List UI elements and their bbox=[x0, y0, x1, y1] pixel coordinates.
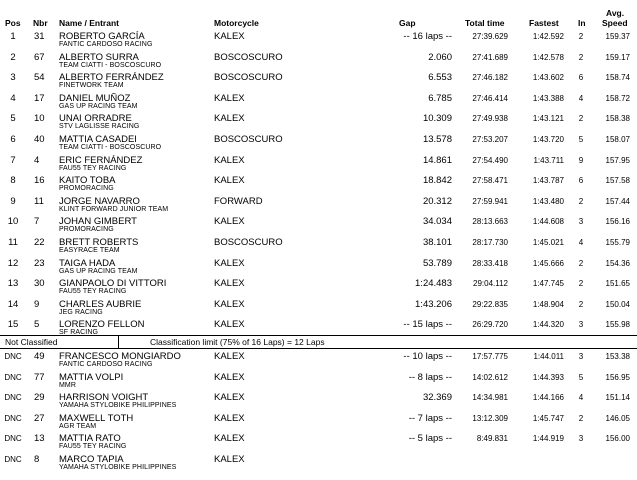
pos-cell: 15 bbox=[7, 319, 19, 331]
fastest-lap-cell: 1:43.787 bbox=[532, 176, 564, 186]
table-row bbox=[0, 30, 637, 50]
fastest-in-cell: 6 bbox=[578, 73, 584, 83]
table-row bbox=[0, 174, 637, 194]
header-pos: Pos bbox=[5, 18, 21, 28]
avg-speed-cell: 150.04 bbox=[605, 299, 630, 309]
header-name: Name / Entrant bbox=[59, 18, 119, 28]
avg-speed-cell: 159.37 bbox=[605, 32, 630, 41]
rider-name: FRANCESCO MONGIARDO bbox=[59, 351, 181, 362]
avg-speed-cell: 156.95 bbox=[605, 372, 630, 382]
fastest-lap-cell: 1:44.608 bbox=[532, 217, 564, 227]
total-time-cell: 14:02.612 bbox=[472, 372, 508, 382]
rider-name: UNAI ORRADRE bbox=[59, 113, 132, 125]
total-time-cell: 13:12.309 bbox=[472, 413, 508, 423]
table-row bbox=[0, 298, 637, 318]
gap-cell: -- 5 laps -- bbox=[408, 433, 452, 445]
avg-speed-cell: 158.72 bbox=[605, 93, 630, 103]
fastest-in-cell: 4 bbox=[578, 238, 584, 247]
table-row bbox=[0, 112, 637, 132]
avg-speed-cell: 155.98 bbox=[605, 320, 630, 330]
fastest-in-cell: 3 bbox=[578, 320, 584, 330]
gap-cell: 20.312 bbox=[422, 195, 452, 207]
fastest-lap-cell: 1:45.666 bbox=[532, 258, 564, 268]
fastest-lap-cell: 1:44.011 bbox=[533, 352, 564, 361]
fastest-in-cell: 4 bbox=[578, 93, 584, 103]
avg-speed-cell: 146.05 bbox=[605, 413, 630, 423]
not-classified-bar bbox=[0, 335, 637, 349]
team-name: FANTIC CARDOSO RACING bbox=[59, 41, 153, 48]
team-name: FAU55 TEY RACING bbox=[59, 164, 127, 172]
total-time-cell: 27:58.471 bbox=[472, 176, 508, 186]
fastest-lap-cell: 1:43.711 bbox=[533, 155, 564, 165]
team-name: GAS UP RACING TEAM bbox=[59, 267, 138, 275]
header-in: In bbox=[578, 18, 586, 28]
number-cell: 29 bbox=[34, 392, 45, 404]
team-name: FINETWORK TEAM bbox=[59, 82, 124, 90]
fastest-lap-cell: 1:43.720 bbox=[532, 135, 564, 144]
number-cell: 13 bbox=[34, 433, 45, 445]
gap-cell: 38.101 bbox=[422, 237, 452, 248]
number-cell: 54 bbox=[34, 72, 45, 84]
fastest-in-cell: 5 bbox=[578, 135, 584, 144]
pos-cell: 3 bbox=[10, 72, 16, 84]
gap-cell: -- 15 laps -- bbox=[403, 319, 452, 331]
team-name: YAMAHA STYLOBIKE PHILIPPINES bbox=[59, 402, 177, 410]
rider-name: GIANPAOLO DI VITTORI bbox=[59, 278, 167, 290]
avg-speed-cell: 157.44 bbox=[605, 196, 630, 206]
avg-speed-cell: 157.95 bbox=[605, 155, 630, 165]
total-time-cell: 29:04.112 bbox=[473, 279, 508, 289]
pos-cell: 2 bbox=[10, 51, 16, 63]
total-time-cell: 27:53.207 bbox=[472, 135, 508, 144]
fastest-lap-cell: 1:44.919 bbox=[532, 434, 564, 444]
avg-speed-cell: 157.58 bbox=[605, 176, 630, 186]
fastest-in-cell: 9 bbox=[578, 155, 584, 165]
table-row bbox=[0, 71, 637, 91]
gap-cell: 14.861 bbox=[422, 154, 452, 166]
gap-cell: 6.785 bbox=[428, 92, 452, 104]
rider-name: ROBERTO GARCÍA bbox=[59, 31, 145, 42]
team-name: TEAM CIATTI - BOSCOSCURO bbox=[59, 144, 162, 151]
header-gap: Gap bbox=[399, 18, 416, 28]
fastest-in-cell: 6 bbox=[578, 176, 584, 186]
fastest-lap-cell: 1:42.592 bbox=[532, 32, 564, 41]
number-cell: 67 bbox=[34, 51, 45, 63]
gap-cell: 34.034 bbox=[422, 216, 452, 228]
team-name: FAU55 TEY RACING bbox=[59, 443, 127, 451]
pos-cell: 1 bbox=[10, 31, 16, 42]
table-row bbox=[0, 412, 637, 432]
total-time-cell: 28:33.418 bbox=[472, 258, 508, 268]
fastest-lap-cell: 1:45.021 bbox=[532, 238, 564, 247]
motorcycle-cell: KALEX bbox=[214, 113, 245, 125]
gap-cell: 53.789 bbox=[422, 257, 452, 269]
number-cell: 8 bbox=[34, 454, 40, 465]
motorcycle-cell: KALEX bbox=[214, 257, 245, 269]
rider-name: JORGE NAVARRO bbox=[59, 195, 140, 207]
fastest-in-cell: 2 bbox=[578, 32, 584, 41]
rider-name: JOHAN GIMBERT bbox=[59, 216, 137, 228]
header-total-time: Total time bbox=[465, 18, 505, 28]
fastest-lap-cell: 1:43.602 bbox=[532, 73, 564, 83]
avg-speed-cell: 158.38 bbox=[605, 114, 630, 124]
avg-speed-cell: 158.74 bbox=[605, 73, 630, 83]
avg-speed-cell: 153.38 bbox=[605, 352, 630, 361]
avg-speed-cell: 158.07 bbox=[605, 135, 630, 144]
fastest-lap-cell: 1:47.745 bbox=[532, 279, 564, 289]
gap-cell: 13.578 bbox=[422, 134, 452, 145]
rider-name: ALBERTO SURRA bbox=[59, 51, 139, 63]
team-name: AGR TEAM bbox=[59, 422, 97, 430]
pos-cell: 7 bbox=[10, 154, 16, 166]
pos-cell: DNC bbox=[4, 434, 22, 444]
motorcycle-cell: BOSCOSCURO bbox=[214, 72, 283, 84]
rider-name: LORENZO FELLON bbox=[59, 319, 145, 331]
fastest-in-cell: 2 bbox=[578, 299, 584, 309]
rider-name: KAITO TOBA bbox=[59, 175, 116, 187]
motorcycle-cell: FORWARD bbox=[214, 195, 263, 207]
team-name: EASYRACE TEAM bbox=[59, 247, 120, 254]
table-row bbox=[0, 453, 637, 473]
pos-cell: 6 bbox=[10, 134, 16, 145]
motorcycle-cell: KALEX bbox=[214, 351, 245, 362]
table-row bbox=[0, 432, 637, 452]
table-row bbox=[0, 257, 637, 277]
total-time-cell: 28:13.663 bbox=[472, 217, 508, 227]
rider-name: BRETT ROBERTS bbox=[59, 237, 139, 248]
number-cell: 16 bbox=[34, 175, 45, 187]
team-name: SF RACING bbox=[59, 329, 99, 337]
avg-speed-cell: 156.00 bbox=[605, 434, 630, 444]
total-time-cell: 14:34.981 bbox=[472, 393, 508, 403]
motorcycle-cell: KALEX bbox=[214, 154, 245, 166]
total-time-cell: 17:57.775 bbox=[472, 352, 508, 361]
table-row bbox=[0, 215, 637, 235]
team-name: PROMORACING bbox=[59, 226, 114, 234]
number-cell: 11 bbox=[34, 195, 44, 207]
motorcycle-cell: KALEX bbox=[214, 31, 245, 42]
fastest-lap-cell: 1:44.393 bbox=[532, 372, 564, 382]
gap-cell: 18.842 bbox=[422, 175, 452, 187]
fastest-in-cell: 2 bbox=[578, 258, 584, 268]
header-motorcycle: Motorcycle bbox=[214, 18, 259, 28]
fastest-lap-cell: 1:44.166 bbox=[532, 393, 564, 403]
header-nbr: Nbr bbox=[33, 18, 48, 28]
header-avg: Avg. bbox=[606, 8, 625, 18]
gap-cell: -- 8 laps -- bbox=[408, 371, 452, 383]
total-time-cell: 27:39.629 bbox=[472, 32, 508, 41]
pos-cell: 14 bbox=[7, 298, 19, 310]
number-cell: 49 bbox=[34, 351, 45, 362]
number-cell: 22 bbox=[34, 237, 45, 248]
pos-cell: DNC bbox=[4, 393, 22, 403]
motorcycle-cell: BOSCOSCURO bbox=[214, 134, 283, 145]
number-cell: 17 bbox=[34, 92, 45, 104]
total-time-cell: 8:49.831 bbox=[476, 434, 508, 444]
team-name: PROMORACING bbox=[59, 185, 114, 193]
number-cell: 40 bbox=[34, 134, 45, 145]
total-time-cell: 27:46.414 bbox=[472, 93, 508, 103]
team-name: FAU55 TEY RACING bbox=[59, 288, 127, 296]
fastest-lap-cell: 1:43.388 bbox=[532, 93, 564, 103]
fastest-in-cell: 2 bbox=[578, 279, 584, 289]
gap-cell: 1:43.206 bbox=[415, 298, 452, 310]
number-cell: 4 bbox=[34, 154, 40, 166]
fastest-in-cell: 3 bbox=[578, 434, 584, 444]
motorcycle-cell: KALEX bbox=[214, 412, 245, 424]
rider-name: MATTIA RATO bbox=[59, 433, 121, 445]
total-time-cell: 27:54.490 bbox=[472, 155, 508, 165]
pos-cell: DNC bbox=[4, 372, 22, 382]
pos-cell: DNC bbox=[4, 352, 22, 361]
motorcycle-cell: KALEX bbox=[214, 371, 245, 383]
motorcycle-cell: KALEX bbox=[214, 319, 245, 331]
not-classified-label: Not Classified bbox=[5, 337, 58, 347]
team-name: KLINT FORWARD JUNIOR TEAM bbox=[59, 205, 169, 213]
motorcycle-cell: BOSCOSCURO bbox=[214, 237, 283, 248]
table-row bbox=[0, 371, 637, 391]
number-cell: 23 bbox=[34, 257, 45, 269]
motorcycle-cell: KALEX bbox=[214, 433, 245, 445]
motorcycle-cell: KALEX bbox=[214, 298, 245, 310]
fastest-in-cell: 4 bbox=[578, 393, 584, 403]
table-row bbox=[0, 92, 637, 112]
motorcycle-cell: KALEX bbox=[214, 216, 245, 228]
number-cell: 9 bbox=[34, 298, 40, 310]
fastest-lap-cell: 1:45.747 bbox=[532, 413, 564, 423]
rider-name: CHARLES AUBRIE bbox=[59, 298, 142, 310]
fastest-lap-cell: 1:42.578 bbox=[532, 52, 564, 62]
fastest-in-cell: 2 bbox=[578, 196, 584, 206]
team-name: STV LAGLISSE RACING bbox=[59, 123, 140, 131]
gap-cell: -- 10 laps -- bbox=[403, 351, 452, 362]
gap-cell: 1:24.483 bbox=[415, 278, 452, 290]
motorcycle-cell: KALEX bbox=[214, 175, 245, 187]
motorcycle-cell: KALEX bbox=[214, 392, 245, 404]
pos-cell: DNC bbox=[4, 413, 22, 423]
total-time-cell: 28:17.730 bbox=[472, 238, 508, 247]
fastest-in-cell: 3 bbox=[578, 217, 584, 227]
rider-name: ERIC FERNÁNDEZ bbox=[59, 154, 143, 166]
pos-cell: 9 bbox=[10, 195, 16, 207]
team-name: JEG RACING bbox=[59, 308, 103, 316]
header-fastest: Fastest bbox=[529, 18, 559, 28]
number-cell: 31 bbox=[34, 31, 45, 42]
table-row bbox=[0, 195, 637, 215]
total-time-cell: 26:29.720 bbox=[472, 320, 508, 330]
number-cell: 27 bbox=[34, 412, 45, 424]
header-speed: Speed bbox=[602, 18, 628, 28]
number-cell: 10 bbox=[34, 113, 45, 125]
fastest-in-cell: 2 bbox=[578, 413, 584, 423]
avg-speed-cell: 159.17 bbox=[605, 52, 630, 62]
rider-name: MARCO TAPIA bbox=[59, 454, 124, 465]
classification-limit: Classification limit (75% of 16 Laps) = 12 Laps bbox=[150, 337, 325, 347]
total-time-cell: 27:49.938 bbox=[472, 114, 508, 124]
team-name: TEAM CIATTI - BOSCOSCURO bbox=[59, 61, 162, 69]
number-cell: 7 bbox=[34, 216, 40, 228]
gap-cell: 6.553 bbox=[428, 72, 452, 84]
pos-cell: 4 bbox=[10, 92, 16, 104]
avg-speed-cell: 156.16 bbox=[605, 217, 630, 227]
fastest-lap-cell: 1:43.480 bbox=[532, 196, 564, 206]
gap-cell: 32.369 bbox=[422, 392, 452, 404]
pos-cell: 10 bbox=[7, 216, 19, 228]
table-row bbox=[0, 350, 637, 370]
pos-cell: 13 bbox=[7, 278, 19, 290]
table-row bbox=[0, 391, 637, 411]
table-row bbox=[0, 133, 637, 153]
fastest-in-cell: 3 bbox=[578, 352, 584, 361]
pos-cell: 11 bbox=[8, 237, 18, 248]
motorcycle-cell: KALEX bbox=[214, 92, 245, 104]
gap-cell: 2.060 bbox=[428, 51, 452, 63]
table-row bbox=[0, 236, 637, 256]
total-time-cell: 27:46.182 bbox=[472, 73, 508, 83]
not-classified-divider bbox=[118, 336, 119, 348]
rider-name: MAXWELL TOTH bbox=[59, 412, 134, 424]
motorcycle-cell: BOSCOSCURO bbox=[214, 51, 283, 63]
pos-cell: 8 bbox=[10, 175, 16, 187]
total-time-cell: 27:59.941 bbox=[472, 196, 508, 206]
motorcycle-cell: KALEX bbox=[214, 278, 245, 290]
number-cell: 5 bbox=[34, 319, 40, 331]
fastest-lap-cell: 1:44.320 bbox=[532, 320, 564, 330]
rider-name: HARRISON VOIGHT bbox=[59, 392, 149, 404]
pos-cell: 12 bbox=[7, 257, 19, 269]
fastest-in-cell: 2 bbox=[578, 114, 584, 124]
fastest-in-cell: 5 bbox=[578, 372, 584, 382]
rider-name: ALBERTO FERRÁNDEZ bbox=[59, 72, 164, 84]
fastest-lap-cell: 1:48.904 bbox=[532, 299, 564, 309]
rider-name: MATTIA CASADEI bbox=[59, 134, 137, 145]
table-row bbox=[0, 154, 637, 174]
pos-cell: 5 bbox=[10, 113, 16, 125]
table-row bbox=[0, 277, 637, 297]
rider-name: DANIEL MUÑOZ bbox=[59, 92, 131, 104]
team-name: MMR bbox=[59, 381, 77, 389]
gap-cell: -- 16 laps -- bbox=[403, 31, 452, 42]
avg-speed-cell: 151.14 bbox=[605, 393, 630, 403]
gap-cell: 10.309 bbox=[422, 113, 452, 125]
team-name: YAMAHA STYLOBIKE PHILIPPINES bbox=[59, 464, 177, 471]
avg-speed-cell: 155.79 bbox=[605, 238, 630, 247]
fastest-in-cell: 2 bbox=[578, 52, 584, 62]
number-cell: 77 bbox=[34, 371, 45, 383]
motorcycle-cell: KALEX bbox=[214, 454, 245, 465]
avg-speed-cell: 154.36 bbox=[605, 258, 630, 268]
team-name: GAS UP RACING TEAM bbox=[59, 102, 138, 110]
fastest-lap-cell: 1:43.121 bbox=[532, 114, 564, 124]
gap-cell: -- 7 laps -- bbox=[408, 412, 452, 424]
pos-cell: DNC bbox=[4, 455, 22, 464]
total-time-cell: 27:41.689 bbox=[472, 52, 508, 62]
rider-name: TAIGA HADA bbox=[59, 257, 116, 269]
number-cell: 30 bbox=[34, 278, 45, 290]
avg-speed-cell: 151.65 bbox=[605, 279, 630, 289]
total-time-cell: 29:22.835 bbox=[472, 299, 508, 309]
table-row bbox=[0, 51, 637, 71]
team-name: FANTIC CARDOSO RACING bbox=[59, 361, 153, 368]
rider-name: MATTIA VOLPI bbox=[59, 371, 124, 383]
